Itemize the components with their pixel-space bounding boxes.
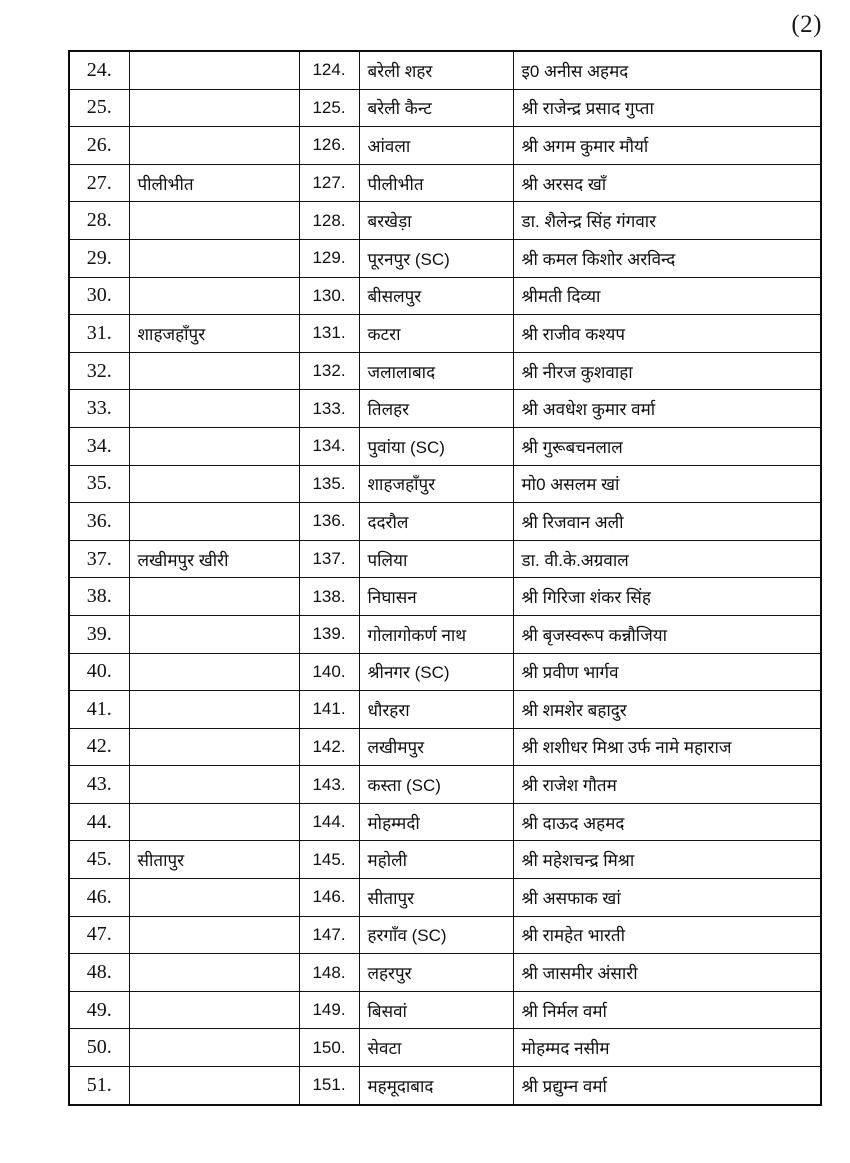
constituency-name-cell: पलिया	[359, 540, 513, 578]
table-row	[69, 89, 821, 127]
serial-number-cell: 34.	[69, 427, 129, 465]
district-cell	[129, 691, 299, 729]
constituency-number-cell: 124.	[299, 51, 359, 89]
serial-number-cell: 27.	[69, 164, 129, 202]
district-cell	[129, 879, 299, 917]
candidate-list-table	[68, 50, 822, 1106]
candidate-name-cell: श्री राजीव कश्यप	[513, 315, 821, 353]
serial-number-cell: 47.	[69, 916, 129, 954]
table-row	[69, 277, 821, 315]
table-row	[69, 503, 821, 541]
district-cell: शाहजहाँपुर	[129, 315, 299, 353]
district-cell	[129, 916, 299, 954]
serial-number-cell: 33.	[69, 390, 129, 428]
candidate-name-cell: श्री शमशेर बहादुर	[513, 691, 821, 729]
serial-number-cell: 50.	[69, 1029, 129, 1067]
constituency-number-cell: 133.	[299, 390, 359, 428]
table-row	[69, 691, 821, 729]
district-cell	[129, 503, 299, 541]
constituency-name-cell: शाहजहाँपुर	[359, 465, 513, 503]
constituency-name-cell: ददरौल	[359, 503, 513, 541]
constituency-name-cell: धौरहरा	[359, 691, 513, 729]
candidate-name-cell: मो0 असलम खां	[513, 465, 821, 503]
constituency-number-cell: 145.	[299, 841, 359, 879]
district-cell	[129, 578, 299, 616]
table-row	[69, 352, 821, 390]
constituency-number-cell: 142.	[299, 728, 359, 766]
serial-number-cell: 26.	[69, 127, 129, 165]
candidate-name-cell: डा. शैलेन्द्र सिंह गंगवार	[513, 202, 821, 240]
constituency-number-cell: 135.	[299, 465, 359, 503]
constituency-number-cell: 130.	[299, 277, 359, 315]
district-cell: पीलीभीत	[129, 164, 299, 202]
serial-number-cell: 51.	[69, 1067, 129, 1105]
serial-number-cell: 39.	[69, 615, 129, 653]
district-cell	[129, 465, 299, 503]
table-row	[69, 1029, 821, 1067]
constituency-name-cell: बरेली शहर	[359, 51, 513, 89]
constituency-name-cell: बिसवां	[359, 991, 513, 1029]
table-body	[69, 51, 821, 1105]
serial-number-cell: 29.	[69, 239, 129, 277]
serial-number-cell: 49.	[69, 991, 129, 1029]
constituency-name-cell: बीसलपुर	[359, 277, 513, 315]
constituency-name-cell: लखीमपुर	[359, 728, 513, 766]
candidate-name-cell: श्री रिजवान अली	[513, 503, 821, 541]
district-cell	[129, 615, 299, 653]
constituency-number-cell: 141.	[299, 691, 359, 729]
candidate-name-cell: श्री अवधेश कुमार वर्मा	[513, 390, 821, 428]
constituency-name-cell: बरेली कैन्ट	[359, 89, 513, 127]
district-cell	[129, 1067, 299, 1105]
serial-number-cell: 43.	[69, 766, 129, 804]
candidate-name-cell: श्री राजेन्द्र प्रसाद गुप्ता	[513, 89, 821, 127]
serial-number-cell: 28.	[69, 202, 129, 240]
table-row	[69, 916, 821, 954]
table-row	[69, 766, 821, 804]
constituency-number-cell: 134.	[299, 427, 359, 465]
constituency-name-cell: पूरनपुर (SC)	[359, 239, 513, 277]
candidate-name-cell: श्री प्रद्युम्न वर्मा	[513, 1067, 821, 1105]
constituency-number-cell: 148.	[299, 954, 359, 992]
district-cell	[129, 803, 299, 841]
table-row	[69, 51, 821, 89]
candidate-name-cell: श्री राजेश गौतम	[513, 766, 821, 804]
serial-number-cell: 24.	[69, 51, 129, 89]
constituency-name-cell: निघासन	[359, 578, 513, 616]
candidate-name-cell: श्री रामहेत भारती	[513, 916, 821, 954]
serial-number-cell: 32.	[69, 352, 129, 390]
table-row	[69, 841, 821, 879]
serial-number-cell: 30.	[69, 277, 129, 315]
constituency-number-cell: 126.	[299, 127, 359, 165]
constituency-name-cell: गोलागोकर्ण नाथ	[359, 615, 513, 653]
district-cell	[129, 728, 299, 766]
constituency-name-cell: मोहम्मदी	[359, 803, 513, 841]
district-cell	[129, 51, 299, 89]
constituency-number-cell: 125.	[299, 89, 359, 127]
candidate-name-cell: श्री बृजस्वरूप कन्नौजिया	[513, 615, 821, 653]
serial-number-cell: 40.	[69, 653, 129, 691]
serial-number-cell: 45.	[69, 841, 129, 879]
table-row	[69, 803, 821, 841]
district-cell	[129, 390, 299, 428]
district-cell	[129, 202, 299, 240]
constituency-name-cell: हरगाँव (SC)	[359, 916, 513, 954]
candidate-name-cell: श्री दाऊद अहमद	[513, 803, 821, 841]
constituency-number-cell: 151.	[299, 1067, 359, 1105]
constituency-number-cell: 136.	[299, 503, 359, 541]
district-cell	[129, 1029, 299, 1067]
constituency-number-cell: 143.	[299, 766, 359, 804]
district-cell	[129, 89, 299, 127]
table-row	[69, 390, 821, 428]
serial-number-cell: 41.	[69, 691, 129, 729]
district-cell: सीतापुर	[129, 841, 299, 879]
constituency-number-cell: 129.	[299, 239, 359, 277]
constituency-name-cell: सीतापुर	[359, 879, 513, 917]
table-row	[69, 991, 821, 1029]
table-row	[69, 127, 821, 165]
constituency-number-cell: 128.	[299, 202, 359, 240]
constituency-number-cell: 144.	[299, 803, 359, 841]
district-cell	[129, 991, 299, 1029]
constituency-number-cell: 146.	[299, 879, 359, 917]
constituency-name-cell: श्रीनगर (SC)	[359, 653, 513, 691]
candidate-name-cell: श्री शशीधर मिश्रा उर्फ नामे महाराज	[513, 728, 821, 766]
table-row	[69, 315, 821, 353]
constituency-number-cell: 138.	[299, 578, 359, 616]
constituency-name-cell: सेवटा	[359, 1029, 513, 1067]
candidate-name-cell: इ0 अनीस अहमद	[513, 51, 821, 89]
serial-number-cell: 46.	[69, 879, 129, 917]
district-cell	[129, 766, 299, 804]
district-cell	[129, 427, 299, 465]
table-row	[69, 728, 821, 766]
candidate-name-cell: मोहम्मद नसीम	[513, 1029, 821, 1067]
district-cell: लखीमपुर खीरी	[129, 540, 299, 578]
district-cell	[129, 653, 299, 691]
page-number: (2)	[791, 11, 822, 38]
table-row	[69, 164, 821, 202]
candidate-name-cell: श्री प्रवीण भार्गव	[513, 653, 821, 691]
constituency-name-cell: लहरपुर	[359, 954, 513, 992]
constituency-number-cell: 149.	[299, 991, 359, 1029]
district-cell	[129, 127, 299, 165]
serial-number-cell: 37.	[69, 540, 129, 578]
serial-number-cell: 35.	[69, 465, 129, 503]
table-row	[69, 239, 821, 277]
candidate-name-cell: श्री नीरज कुशवाहा	[513, 352, 821, 390]
serial-number-cell: 31.	[69, 315, 129, 353]
constituency-name-cell: महोली	[359, 841, 513, 879]
constituency-name-cell: कटरा	[359, 315, 513, 353]
constituency-name-cell: पीलीभीत	[359, 164, 513, 202]
constituency-number-cell: 127.	[299, 164, 359, 202]
candidate-name-cell: श्री जासमीर अंसारी	[513, 954, 821, 992]
table-row	[69, 465, 821, 503]
candidate-name-cell: श्री गिरिजा शंकर सिंह	[513, 578, 821, 616]
constituency-name-cell: महमूदाबाद	[359, 1067, 513, 1105]
serial-number-cell: 38.	[69, 578, 129, 616]
constituency-number-cell: 132.	[299, 352, 359, 390]
constituency-name-cell: आंवला	[359, 127, 513, 165]
candidate-name-cell: श्री निर्मल वर्मा	[513, 991, 821, 1029]
constituency-name-cell: जलालाबाद	[359, 352, 513, 390]
table-row	[69, 578, 821, 616]
constituency-name-cell: पुवांया (SC)	[359, 427, 513, 465]
constituency-name-cell: कस्ता (SC)	[359, 766, 513, 804]
table-row	[69, 202, 821, 240]
serial-number-cell: 42.	[69, 728, 129, 766]
constituency-number-cell: 150.	[299, 1029, 359, 1067]
serial-number-cell: 48.	[69, 954, 129, 992]
candidate-name-cell: श्री महेशचन्द्र मिश्रा	[513, 841, 821, 879]
table-row	[69, 653, 821, 691]
constituency-number-cell: 147.	[299, 916, 359, 954]
table-row	[69, 879, 821, 917]
district-cell	[129, 352, 299, 390]
candidate-name-cell: श्री गुरूबचनलाल	[513, 427, 821, 465]
constituency-name-cell: तिलहर	[359, 390, 513, 428]
table-row	[69, 954, 821, 992]
district-cell	[129, 239, 299, 277]
constituency-name-cell: बरखेड़ा	[359, 202, 513, 240]
constituency-number-cell: 139.	[299, 615, 359, 653]
serial-number-cell: 44.	[69, 803, 129, 841]
table-row	[69, 540, 821, 578]
candidate-name-cell: श्री कमल किशोर अरविन्द	[513, 239, 821, 277]
table-row	[69, 615, 821, 653]
district-cell	[129, 277, 299, 315]
table-row	[69, 1067, 821, 1105]
candidate-name-cell: श्री असफाक खां	[513, 879, 821, 917]
constituency-number-cell: 131.	[299, 315, 359, 353]
serial-number-cell: 36.	[69, 503, 129, 541]
candidate-name-cell: श्री अरसद खाँ	[513, 164, 821, 202]
table-row	[69, 427, 821, 465]
candidate-name-cell: श्रीमती दिव्या	[513, 277, 821, 315]
candidate-name-cell: श्री अगम कुमार मौर्या	[513, 127, 821, 165]
serial-number-cell: 25.	[69, 89, 129, 127]
candidate-name-cell: डा. वी.के.अग्रवाल	[513, 540, 821, 578]
district-cell	[129, 954, 299, 992]
constituency-number-cell: 140.	[299, 653, 359, 691]
constituency-number-cell: 137.	[299, 540, 359, 578]
candidate-list-table-wrapper	[68, 50, 820, 1106]
